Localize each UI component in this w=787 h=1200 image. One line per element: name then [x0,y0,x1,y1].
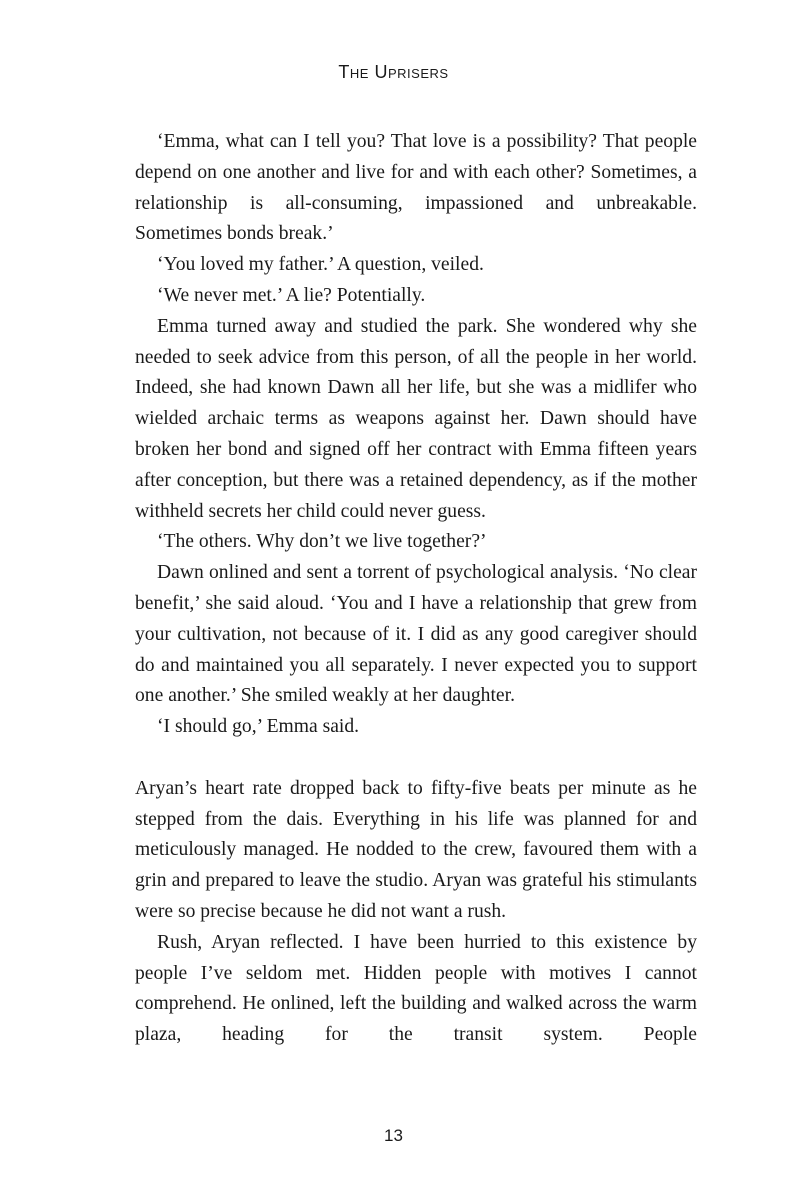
page-number: 13 [384,1126,403,1145]
paragraph: ‘We never met.’ A lie? Potentially. [157,284,426,306]
body-text [135,127,697,1051]
paragraph: ‘Emma, what can I tell you? That love is a possibility? That people depend on one another and live for and with each other? Sometimes, a relationship is all-consuming, impassioned and unbreakable. Sometimes bonds break.’ [135,131,697,245]
paragraph: ‘I should go,’ Emma said. [157,716,360,738]
paragraph: ‘You loved my father.’ A question, veiled. [157,254,484,276]
paragraph: Aryan’s heart rate dropped back to fifty-five beats per minute as he stepped from the dais. Everything in his life was planned for and meticulously managed. He nodded to the crew, favoured them with a grin and prepared to leave the studio. Aryan was grateful his stimulants were so precise because he did not want a rush. [135,777,697,922]
running-head-title: The Uprisers [338,62,449,82]
paragraph: ‘The others. Why don’t we live together?’ [157,531,487,553]
paragraph: Rush, Aryan reflected. I have been hurried to this existence by people I’ve seldom met. Hidden people with motives I cannot comprehend. He onlined, left the building and walked across the warm plaza, heading for the transit system. People [135,931,697,1046]
scene-break [135,743,697,774]
paragraph: Emma turned away and studied the park. She wondered why she needed to seek advice from this person, of all the people in her world. Indeed, she had known Dawn all her life, but she was a midlifer who wielded archaic terms as weapons against her. Dawn should have broken her bond and signed off her contract with Emma fifteen years after conception, but there was a retained dependency, as if the mother withheld secrets her child could never guess. [135,315,697,522]
paragraph: Dawn onlined and sent a torrent of psychological analysis. ‘No clear benefit,’ she said aloud. ‘You and I have a relationship that grew from your cultivation, not because of it. I did as any good caregiver should do and maintained you all separately. I never expected you to support one another.’ She smiled weakly at her daughter. [135,562,697,707]
